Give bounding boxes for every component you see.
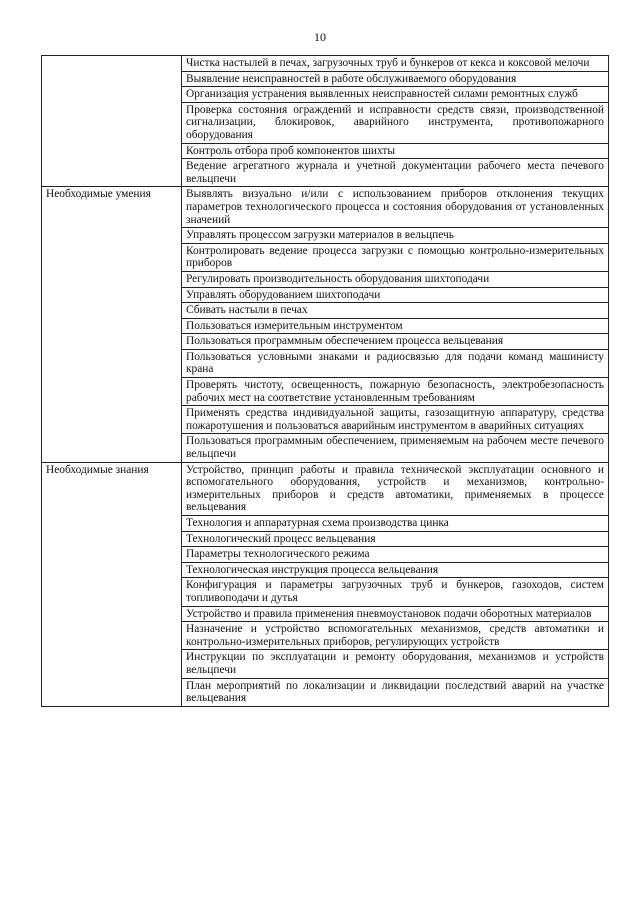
table-row	[42, 187, 609, 228]
table-row	[42, 462, 609, 515]
section-label: Необходимые знания	[42, 462, 182, 706]
requirement-item: Проверять чистоту, освещенность, пожарную безопасность, электробезопасность рабочих мест на соответствие установленным требованиям	[182, 378, 609, 406]
requirement-item: Технологическая инструкция процесса вельцевания	[182, 562, 609, 578]
requirement-item: Контролировать ведение процесса загрузки с помощью контрольно-измерительных приборов	[182, 243, 609, 271]
requirement-item: Конфигурация и параметры загрузочных труб и бункеров, газоходов, систем топливоподачи и дутья	[182, 578, 609, 606]
section-label	[42, 56, 182, 187]
requirement-item: Регулировать производительность оборудования шихтоподачи	[182, 271, 609, 287]
requirement-item: Технология и аппаратурная схема производства цинка	[182, 516, 609, 532]
requirement-item: Пользоваться условными знаками и радиосвязью для подачи команд машинисту крана	[182, 349, 609, 377]
requirement-item: Устройство и правила применения пневмоустановок подачи оборотных материалов	[182, 606, 609, 622]
requirement-item: Организация устранения выявленных неисправностей силами ремонтных служб	[182, 87, 609, 103]
requirement-item: Выявлять визуально и/или с использованием приборов отклонения текущих параметров технологического процесса и состояния оборудования от установленных значений	[182, 187, 609, 228]
requirement-item: План мероприятий по локализации и ликвидации последствий аварий на участке вельцевания	[182, 678, 609, 706]
requirement-item: Выявление неисправностей в работе обслуживаемого оборудования	[182, 71, 609, 87]
requirement-item: Технологический процесс вельцевания	[182, 531, 609, 547]
table-row	[42, 56, 609, 72]
requirement-item: Инструкции по эксплуатации и ремонту оборудования, механизмов и устройств вельцпечи	[182, 650, 609, 678]
requirement-item: Управлять оборудованием шихтоподачи	[182, 287, 609, 303]
requirement-item: Ведение агрегатного журнала и учетной документации рабочего места печевого вельцпечи	[182, 159, 609, 187]
requirements-table	[41, 55, 609, 707]
page-number: 10	[314, 30, 326, 44]
requirement-item: Чистка настылей в печах, загрузочных труб и бункеров от кекса и коксовой мелочи	[182, 56, 609, 72]
requirement-item: Пользоваться измерительным инструментом	[182, 318, 609, 334]
requirement-item: Управлять процессом загрузки материалов в вельцпечь	[182, 228, 609, 244]
requirement-item: Устройство, принцип работы и правила технической эксплуатации основного и вспомогательного оборудования, устройств и механизмов, контрольно-измерительных приборов и средств автоматики, применяемых в процессе вельцевания	[182, 462, 609, 515]
requirement-item: Сбивать настыли в печах	[182, 303, 609, 319]
requirement-item: Проверка состояния ограждений и исправности средств связи, производственной сигнализации, блокировок, аварийного инструмента, противопожарного оборудования	[182, 102, 609, 143]
section-label: Необходимые умения	[42, 187, 182, 462]
requirement-item: Пользоваться программным обеспечением, применяемым на рабочем месте печевого вельцпечи	[182, 434, 609, 462]
requirement-item: Назначение и устройство вспомогательных механизмов, средств автоматики и контрольно-измерительных приборов, регулирующих устройств	[182, 622, 609, 650]
requirement-item: Контроль отбора проб компонентов шихты	[182, 143, 609, 159]
requirement-item: Параметры технологического режима	[182, 547, 609, 563]
requirement-item: Применять средства индивидуальной защиты, газозащитную аппаратуру, средства пожаротушения и пользоваться аварийным инструментом в аварийных ситуациях	[182, 406, 609, 434]
requirement-item: Пользоваться программным обеспечением процесса вельцевания	[182, 334, 609, 350]
